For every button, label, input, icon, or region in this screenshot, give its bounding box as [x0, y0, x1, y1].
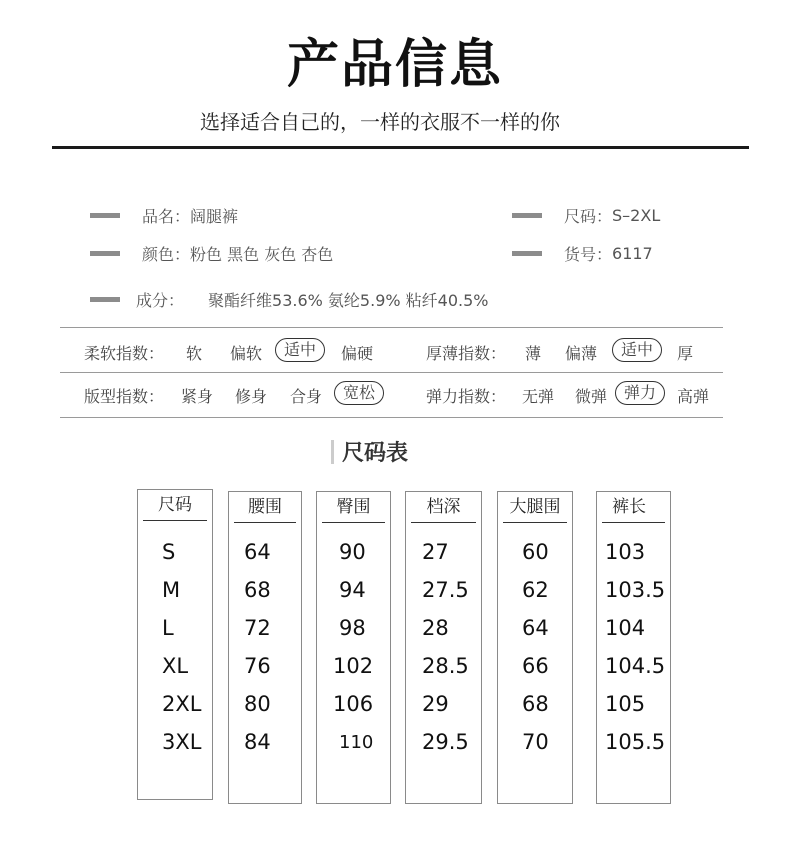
thigh-column-header: 大腿围: [503, 492, 567, 523]
thickness-option: 偏薄: [565, 344, 598, 363]
title-accent-bar: [331, 440, 334, 464]
thickness-selected-option: 适中: [612, 338, 662, 362]
waist-cell: 80: [244, 692, 271, 716]
page-subtitle: 选择适合自己的，一样的衣服不一样的你: [200, 110, 560, 134]
length-cell: 103.5: [605, 578, 666, 602]
info-sku-value: 6117: [612, 244, 653, 263]
hip-column: [316, 491, 391, 804]
length-cell: 104: [605, 616, 646, 640]
info-color: [90, 242, 333, 265]
rise-cell: 29.5: [422, 730, 469, 754]
size-cell: L: [162, 616, 174, 640]
info-name-label: 品名：: [142, 207, 191, 226]
rise-cell: 27: [422, 540, 449, 564]
fit-label: 版型指数：: [84, 387, 165, 406]
size-column: [137, 489, 213, 800]
info-color-label: 颜色：: [142, 245, 191, 264]
elasticity-label: 弹力指数：: [426, 387, 507, 406]
hip-cell: 106: [333, 692, 374, 716]
info-size-label: 尺码：: [564, 207, 613, 226]
hip-cell: 110: [339, 732, 374, 753]
size-cell: 2XL: [162, 692, 202, 716]
softness-option: 软: [186, 344, 203, 363]
length-cell: 103: [605, 540, 646, 564]
bullet-dash-icon: [512, 251, 542, 256]
info-sku: [512, 242, 653, 265]
rise-column-header: 档深: [411, 492, 476, 523]
softness-selected-option: 适中: [275, 338, 325, 362]
waist-cell: 68: [244, 578, 271, 602]
length-cell: 104.5: [605, 654, 666, 678]
info-material-value: 聚酯纤维53.6% 氨纶5.9% 粘纤40.5%: [208, 291, 489, 310]
rise-column: [405, 491, 482, 804]
page-title: 产品信息: [286, 35, 503, 95]
elasticity-selected-option: 弹力: [615, 381, 665, 405]
rise-cell: 28.5: [422, 654, 469, 678]
info-sku-label: 货号：: [564, 245, 613, 264]
thigh-cell: 66: [522, 654, 549, 678]
index-row-2: [84, 384, 724, 408]
index-divider-top: [60, 327, 723, 328]
thigh-cell: 60: [522, 540, 549, 564]
index-row-1: [84, 341, 724, 365]
thickness-label: 厚薄指数：: [426, 344, 507, 363]
thickness-option: 厚: [677, 344, 694, 363]
waist-column-header: 腰围: [234, 492, 296, 523]
size-cell: XL: [162, 654, 189, 678]
index-divider-middle: [60, 372, 723, 373]
thigh-cell: 70: [522, 730, 549, 754]
rise-cell: 27.5: [422, 578, 469, 602]
waist-cell: 64: [244, 540, 271, 564]
info-material: [90, 288, 489, 311]
softness-option: 偏软: [230, 344, 263, 363]
length-cell: 105.5: [605, 730, 666, 754]
thigh-column: [497, 491, 573, 804]
elasticity-option: 无弹: [522, 387, 555, 406]
size-cell: M: [162, 578, 181, 602]
hip-cell: 102: [333, 654, 374, 678]
hip-cell: 94: [339, 578, 366, 602]
thigh-cell: 64: [522, 616, 549, 640]
index-divider-bottom: [60, 417, 723, 418]
header-divider: [52, 146, 749, 149]
info-size-value: S–2XL: [612, 206, 661, 225]
size-cell: S: [162, 540, 176, 564]
length-cell: 105: [605, 692, 646, 716]
waist-cell: 76: [244, 654, 271, 678]
size-cell: 3XL: [162, 730, 202, 754]
length-column-header: 裤长: [602, 492, 665, 523]
fit-option: 合身: [290, 387, 323, 406]
bullet-dash-icon: [90, 251, 120, 256]
elasticity-option: 高弹: [677, 387, 710, 406]
waist-cell: 72: [244, 616, 271, 640]
softness-label: 柔软指数：: [84, 344, 165, 363]
bullet-dash-icon: [90, 297, 120, 302]
info-color-value: 粉色 黑色 灰色 杏色: [190, 245, 334, 264]
bullet-dash-icon: [90, 213, 120, 218]
fit-option: 紧身: [181, 387, 214, 406]
hip-column-header: 臀围: [322, 492, 385, 523]
softness-option: 偏硬: [341, 344, 374, 363]
fit-selected-option: 宽松: [334, 381, 384, 405]
hip-cell: 98: [339, 616, 366, 640]
length-column: [596, 491, 671, 804]
bullet-dash-icon: [512, 213, 542, 218]
thigh-cell: 62: [522, 578, 549, 602]
hip-cell: 90: [339, 540, 366, 564]
rise-cell: 28: [422, 616, 449, 640]
elasticity-option: 微弹: [575, 387, 608, 406]
rise-cell: 29: [422, 692, 449, 716]
size-column-header: 尺码: [143, 490, 207, 521]
size-chart-title: [331, 436, 408, 467]
info-name: [90, 204, 238, 227]
info-material-label: 成分：: [136, 291, 185, 310]
waist-column: [228, 491, 302, 804]
fit-option: 修身: [235, 387, 268, 406]
thigh-cell: 68: [522, 692, 549, 716]
size-chart-title-text: 尺码表: [342, 441, 409, 466]
waist-cell: 84: [244, 730, 271, 754]
thickness-option: 薄: [525, 344, 542, 363]
info-name-value: 阔腿裤: [190, 207, 239, 226]
info-size: [512, 204, 660, 227]
